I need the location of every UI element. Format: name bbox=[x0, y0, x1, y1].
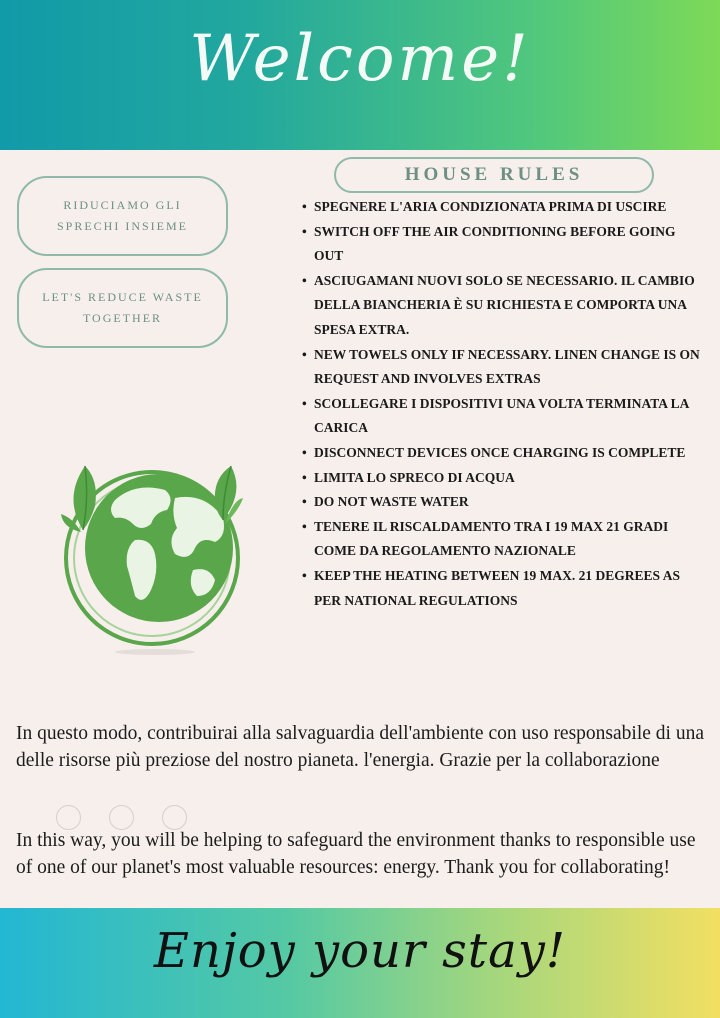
closing-paragraph-english: In this way, you will be helping to safeguard the environment thanks to responsible use of one of our planet's most valuable resources: energy. Thank you for collaborating! bbox=[16, 830, 696, 878]
rule-item: • SCOLLEGARE I DISPOSITIVI UNA VOLTA TERMINATA LA CARICA bbox=[300, 392, 700, 441]
rule-item: • NEW TOWELS ONLY IF NECESSARY. LINEN CHANGE IS ON REQUEST AND INVOLVES EXTRAS bbox=[300, 343, 700, 392]
enjoy-title: Enjoy your stay! bbox=[153, 923, 567, 979]
rule-item: • DISCONNECT DEVICES ONCE CHARGING IS COMPLETE bbox=[300, 441, 700, 466]
header-banner bbox=[0, 0, 720, 150]
rule-item: • KEEP THE HEATING BETWEEN 19 MAX. 21 DEGREES AS PER NATIONAL REGULATIONS bbox=[300, 564, 700, 613]
rule-item: • SWITCH OFF THE AIR CONDITIONING BEFORE GOING OUT bbox=[300, 220, 700, 269]
pill-reduce-waste-english: LET'S REDUCE WASTE TOGETHER bbox=[17, 268, 228, 348]
house-rules-list bbox=[300, 195, 700, 613]
pill-reduce-waste-italian: RIDUCIAMO GLI SPRECHI INSIEME bbox=[17, 176, 228, 256]
rule-item: • LIMITA LO SPRECO DI ACQUA bbox=[300, 466, 700, 491]
rule-item: • TENERE IL RISCALDAMENTO TRA I 19 MAX 21 GRADI COME DA REGOLAMENTO NAZIONALE bbox=[300, 515, 700, 564]
house-rules-title: HOUSE RULES bbox=[334, 157, 654, 193]
closing-paragraph-italian: In questo modo, contribuirai alla salvaguardia dell'ambiente con uso responsabile di una delle risorse più preziose del nostro pianeta. l'energia. Grazie per la collaborazione bbox=[16, 723, 704, 771]
footer-banner bbox=[0, 908, 720, 1018]
rule-item: • SPEGNERE L'ARIA CONDIZIONATA PRIMA DI USCIRE bbox=[300, 195, 700, 220]
rule-item: • ASCIUGAMANI NUOVI SOLO SE NECESSARIO. IL CAMBIO DELLA BIANCHERIA È SU RICHIESTA E COMPORTA UNA SPESA EXTRA. bbox=[300, 269, 700, 343]
earth-leaves-icon bbox=[55, 420, 250, 660]
welcome-title: Welcome! bbox=[189, 22, 531, 96]
rule-item: • DO NOT WASTE WATER bbox=[300, 490, 700, 515]
